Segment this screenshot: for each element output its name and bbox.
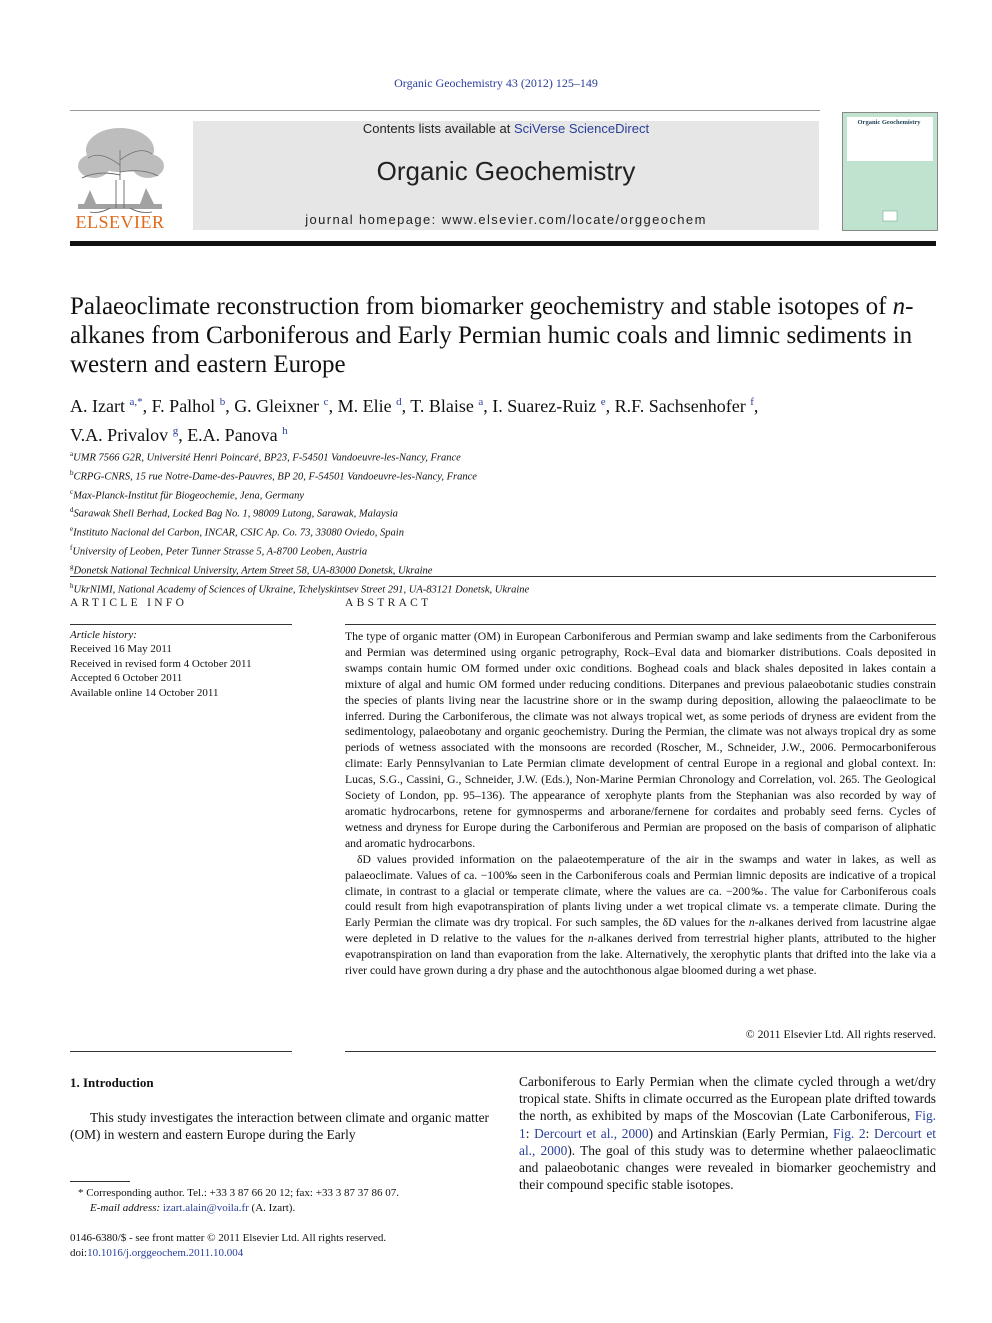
author [70,396,152,416]
affiliation-text: Max-Planck-Institut für Biogeochemie, Jena, Germany [73,490,305,502]
header-top-rule [70,110,820,111]
history-item: Received 16 May 2011 [70,643,172,656]
author-separator: , [753,396,759,416]
corresponding-author-footnote [70,1186,489,1216]
figure-2-link[interactable]: Fig. 2 [833,1125,866,1141]
intro-paragraph: This study investigates the interaction between climate and organic matter (OM) in western and eastern Europe during the Early [70,1110,489,1143]
abstract-italic: n [748,916,755,930]
author [338,396,411,416]
footnote-marker: * [78,1187,84,1199]
history-item: Received in revised form 4 October 2011 [70,657,252,670]
author [187,425,287,445]
abstract-paragraph-2 [345,852,936,979]
author [492,396,614,416]
author-name: T. Blaise [410,396,474,416]
author-name: A. Izart [70,396,125,416]
author-name: I. Suarez-Ruiz [492,396,597,416]
affiliation-key: f [70,543,73,552]
affiliation-text: Donetsk National Technical University, Artem Street 58, UA-83000 Donetsk, Ukraine [73,565,433,577]
author-name: G. Gleixner [234,396,320,416]
affiliation-text: Instituto Nacional del Carbon, INCAR, CSIC Ap. Co. 73, 33080 Oviedo, Spain [73,527,404,539]
author-affiliation-marker[interactable]: a [478,396,484,408]
article-info-heading: ARTICLE INFO [70,597,188,609]
author-separator: , [225,396,235,416]
copyright-notice: © 2011 Elsevier Ltd. All rights reserved. [745,1028,936,1041]
footnote-line [70,1186,489,1201]
footnote-text: Corresponding author. Tel.: +33 3 87 66 20 12; fax: +33 3 87 37 86 07. [83,1187,399,1199]
title-part-1: Palaeoclimate reconstruction from biomarker geochemistry and stable isotopes of [70,293,893,320]
affiliation-text: UkrNIMI, National Academy of Sciences of Ukraine, Tchelyskintsev Street 291, UA-83121 Donetsk, Ukraine [73,584,530,596]
author-separator: , [328,396,338,416]
email-link[interactable]: izart.alain@voila.fr [162,1202,249,1214]
author-separator: , [178,425,188,445]
body-column-right [519,1073,936,1193]
affiliation-text: CRPG-CNRS, 15 rue Notre-Dame-des-Pauvres, BP 20, F-54501 Vandoeuvre-les-Nancy, France [73,471,477,483]
author-affiliation-marker[interactable]: f [750,396,754,408]
author [410,396,492,416]
article-info-rule [70,624,292,625]
author-separator: , [483,396,493,416]
history-label: Article history: [70,629,137,641]
author [234,396,337,416]
footnote-email-line [70,1201,489,1216]
cover-publisher-icon [881,209,899,223]
body-text: : [525,1125,535,1141]
abstract-bottom-rule [345,1051,936,1052]
publisher-wordmark: ELSEVIER [75,212,165,232]
article-info-bottom-rule [70,1051,292,1052]
citation-link[interactable]: Dercourt et al., 2000 [519,1125,936,1158]
footnote-rule [70,1181,130,1182]
history-item: Accepted 6 October 2011 [70,672,183,685]
affiliation [70,447,936,466]
abstract-text: -alkanes derived from lacustrine algae were depleted in D relative to the values for the [345,916,936,946]
affiliation [70,579,936,598]
body-text: Carboniferous to Early Permian when the climate cycled through a wet/dry tropical state. Shifts in climate occurred as the European plate drifted towards the north, as exhibited by maps of the Moscovian (Late Carboniferous, [519,1074,936,1124]
affiliation-key: e [70,525,74,534]
body-text: ). The goal of this study was to determine whether palaeoclimatic and palaeobotanic changes were revealed in biomarker geochemistry and their compound specific stable isotopes. [519,1142,937,1193]
affiliation-key: a [70,450,74,458]
intro-paragraph-continued [519,1073,936,1193]
author-affiliation-marker[interactable]: e [600,396,606,408]
affiliation-key: d [70,506,74,515]
doi-line [70,1246,489,1261]
affiliation [70,503,936,522]
author-name: M. Elie [337,396,392,416]
abstract-paragraph-1: The type of organic matter (OM) in European Carboniferous and Permian swamp and lake sediments from the Carboniferous and Permian was determined using organic petrography, Rock–Eval data and biomarker distributions. Coals deposited in swamps contain humic OM formed under oxic conditions. Boghead coals and black shales deposited in lakes contain a mixture of algal and humic OM formed under reducing conditions. Diterpanes and previous palaeobotanic studies constrain the species of plants living near the lacustrine shore or in the swamp during deposition, allowing the palaeoclimate to be inferred. During the Carboniferous, the climate was not always tropical wet, as some periods of dryness are evident from the sedimentology, palaeobotany and organic geochemistry. During the Permian, the climate was not always tropical dry as some periods of wetness associated with the monsoons are recorded (Roscher, M., Schneider, J.W., 2006. Permocarboniferous climate: Early Pennsylvanian to Late Permian climate development of central Europe in a regional and global context. In: Lucas, S.G., Cassini, G., Schneider, J.W. (Eds.), Non-Marine Permian Chronology and Correlation, vol. 265. The Geological Society of London, pp. 95–136). The appearance of xerophyte plants from the Stephanian was also recorded by way of aromatic hydrocarbons, retene for gymnosperms and arborane/fernene for cordaites and probably seed ferns. Cycles of wetness and dryness for Europe during the Carboniferous and Permian are proposed on the basis of comparison of aliphatic and aromatic hydrocarbons. [345,630,936,850]
body-text: : [865,1125,875,1141]
title-part-2: -alkanes from Carboniferous and Early Permian humic coals and limnic sediments in western and eastern Europe [70,293,914,378]
affiliation-text: University of Leoben, Peter Tunner Strasse 5, A-8700 Leoben, Austria [72,546,368,558]
introduction-heading: 1. Introduction [70,1075,154,1090]
doi-label: doi: [70,1247,88,1259]
author-separator: , [605,396,615,416]
journal-cover-thumbnail[interactable] [842,112,938,231]
doi-link[interactable]: 10.1016/j.orggeochem.2011.10.004 [87,1247,244,1259]
article-history [70,628,292,700]
body-column-left [70,1109,489,1143]
author-name: F. Palhol [151,396,216,416]
author-affiliation-marker[interactable]: c [323,396,329,408]
email-suffix: (A. Izart). [248,1202,296,1214]
affiliation-key: h [70,581,74,590]
author-name: R.F. Sachsenhofer [614,396,746,416]
author-affiliation-marker[interactable]: a,* [129,396,143,408]
cover-title: Organic Geochemistry [857,119,921,126]
bottom-metadata [70,1231,489,1261]
affiliation [70,466,936,485]
sciencedirect-link[interactable]: SciVerse ScienceDirect [513,121,650,136]
author [615,396,759,416]
figure-1-link[interactable]: Fig. 1 [519,1108,936,1141]
body-text: ) and Artinskian (Early Permian, [648,1125,834,1141]
author-separator: , [142,396,152,416]
abstract-italic: n [587,932,594,946]
abstract-rule [345,624,936,625]
journal-homepage[interactable]: journal homepage: www.elsevier.com/locate/orggeochem [305,212,707,227]
affiliation-text: UMR 7566 G2R, Université Henri Poincaré, BP23, F-54501 Vandoeuvre-les-Nancy, France [73,452,461,464]
affiliation-key: g [70,562,74,571]
elsevier-logo[interactable] [70,120,170,232]
affiliation [70,485,936,504]
affiliation-text: Sarawak Shell Berhad, Locked Bag No. 1, 98009 Lutong, Sarawak, Malaysia [73,508,398,520]
affiliation-key: b [70,468,74,477]
author-name: E.A. Panova [187,425,278,445]
section-divider [70,576,936,577]
author-affiliation-marker[interactable]: d [396,396,402,408]
article-title [70,292,936,379]
author [152,396,235,416]
author-affiliation-marker[interactable]: h [282,425,288,437]
journal-reference[interactable]: Organic Geochemistry 43 (2012) 125–149 [394,76,598,90]
author [70,425,187,445]
affiliation-list [70,447,936,597]
history-item: Available online 14 October 2011 [70,686,219,699]
header-thick-rule [70,241,936,246]
affiliation [70,522,936,541]
author-list [70,390,936,448]
journal-name: Organic Geochemistry [376,156,636,186]
issn-line: 0146-6380/$ - see front matter © 2011 Elsevier Ltd. All rights reserved. [70,1232,387,1244]
contents-line [193,121,819,136]
contents-prefix: Contents lists available at [362,121,514,136]
author-affiliation-marker[interactable]: b [219,396,226,408]
email-label: E-mail address: [90,1202,163,1214]
author-affiliation-marker[interactable]: g [172,425,179,437]
citation-link[interactable]: Dercourt et al., 2000 [534,1125,649,1141]
abstract-body [345,629,936,979]
abstract-text: δD values provided information on the palaeotemperature of the air in the swamps and water in lakes, as well as palaeoclimate. Values of ca. −100‰ seen in the Carboniferous coals and Permian limnic deposits are indicative of a tropical climate, in contrast to a glacial or temperate climate, where the values are ca. −200‰. The value for Carboniferous coals could result from high evapotranspiration of plants living under a wet tropical climate vs. a temperate climate. During the Early Permian the climate was dry tropical. For such samples, the δD values for the [345,852,936,930]
abstract-heading: ABSTRACT [345,597,432,609]
affiliation-key: c [70,487,74,496]
author-name: V.A. Privalov [70,425,169,445]
title-italic: n [892,293,906,320]
abstract-text: -alkanes derived from terrestrial higher plants, attributed to the higher evapotranspiration on land than evaporation from the lake. Alternatively, the xerophytic plants that drifted into the lake via a river could have grown during a dry phase and the autochthonous algae bloomed during a wet phase. [345,932,936,978]
affiliation [70,541,936,560]
author-separator: , [401,396,411,416]
